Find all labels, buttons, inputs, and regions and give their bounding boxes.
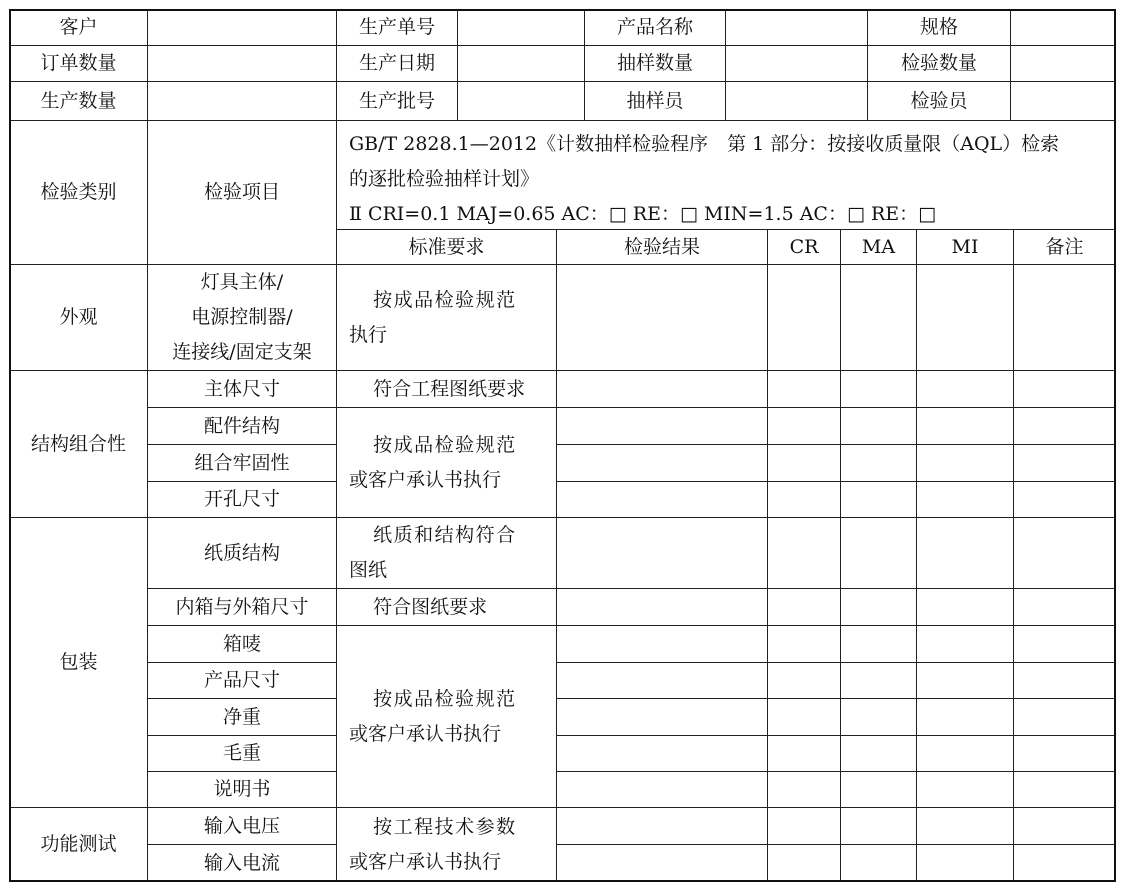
result-cell[interactable] <box>556 771 768 808</box>
item-line: 电源控制器/ <box>191 306 293 328</box>
field-spec[interactable] <box>1010 9 1116 46</box>
result-cell[interactable] <box>556 588 768 626</box>
col-cr: CR <box>767 229 841 265</box>
remark-cell[interactable] <box>1013 662 1116 699</box>
item-net-weight: 净重 <box>147 698 337 736</box>
item-line: 灯具主体/ <box>200 271 284 293</box>
label-production-no: 生产单号 <box>336 9 458 46</box>
result-cell[interactable] <box>556 407 768 445</box>
standard-line-1: GB/T 2828.1—2012《计数抽样检验程序 第 1 部分：按接收质量限（AQL）检索 <box>349 133 1060 155</box>
mi-cell[interactable] <box>916 625 1014 663</box>
req-appearance <box>336 264 557 371</box>
item-gross-weight: 毛重 <box>147 735 337 772</box>
req-line: 图纸 <box>349 559 388 581</box>
sampling-standard <box>336 120 1116 230</box>
req-line: 按成品检验规范 <box>373 433 517 456</box>
mi-cell[interactable] <box>916 844 1014 882</box>
result-cell[interactable] <box>556 735 768 772</box>
remark-cell[interactable] <box>1013 588 1116 626</box>
result-cell[interactable] <box>556 698 768 736</box>
item-product-size: 产品尺寸 <box>147 662 337 699</box>
mi-cell[interactable] <box>916 662 1014 699</box>
cr-cell[interactable] <box>767 698 841 736</box>
item-fitting-structure: 配件结构 <box>147 407 337 445</box>
item-hole-size: 开孔尺寸 <box>147 481 337 518</box>
item-input-current: 输入电流 <box>147 844 337 882</box>
item-manual: 说明书 <box>147 771 337 808</box>
req-packaging-first <box>336 517 557 589</box>
mi-cell[interactable] <box>916 807 1014 845</box>
label-product-name: 产品名称 <box>584 9 726 46</box>
item-main-size: 主体尺寸 <box>147 370 337 408</box>
result-cell[interactable] <box>556 625 768 663</box>
req-packaging-second <box>336 588 557 626</box>
remark-cell[interactable] <box>1013 625 1116 663</box>
mi-cell[interactable] <box>916 407 1014 445</box>
remark-cell[interactable] <box>1013 481 1116 518</box>
ma-cell[interactable] <box>840 735 917 772</box>
col-mi: MI <box>916 229 1014 265</box>
result-cell[interactable] <box>556 844 768 882</box>
cr-cell[interactable] <box>767 407 841 445</box>
req-line: 纸质和结构符合 <box>373 524 517 546</box>
field-production-no[interactable] <box>457 9 585 46</box>
mi-cell[interactable] <box>916 370 1014 408</box>
label-production-date: 生产日期 <box>336 45 458 82</box>
category-appearance: 外观 <box>9 264 148 371</box>
req-line: 或客户承认书执行 <box>349 722 502 745</box>
ma-cell[interactable] <box>840 407 917 445</box>
mi-cell[interactable] <box>916 444 1014 482</box>
remark-cell[interactable] <box>1013 264 1116 371</box>
label-spec: 规格 <box>867 9 1011 46</box>
req-line: 按成品检验规范 <box>373 288 517 311</box>
cr-cell[interactable] <box>767 735 841 772</box>
mi-cell[interactable] <box>916 698 1014 736</box>
field-inspector[interactable] <box>1010 81 1116 121</box>
remark-cell[interactable] <box>1013 407 1116 445</box>
ma-cell[interactable] <box>840 517 917 589</box>
label-inspector: 检验员 <box>867 81 1011 121</box>
label-sample-qty: 抽样数量 <box>584 45 726 82</box>
remark-cell[interactable] <box>1013 807 1116 845</box>
remark-cell[interactable] <box>1013 698 1116 736</box>
ma-cell[interactable] <box>840 370 917 408</box>
item-assembly-firmness: 组合牢固性 <box>147 444 337 482</box>
item-appearance <box>147 264 337 371</box>
result-cell[interactable] <box>556 481 768 518</box>
mi-cell[interactable] <box>916 588 1014 626</box>
ma-cell[interactable] <box>840 481 917 518</box>
result-cell[interactable] <box>556 517 768 589</box>
field-sample-qty[interactable] <box>725 45 868 82</box>
label-sampler: 抽样员 <box>584 81 726 121</box>
field-production-batch[interactable] <box>457 81 585 121</box>
mi-cell[interactable] <box>916 481 1014 518</box>
remark-cell[interactable] <box>1013 444 1116 482</box>
label-inspect-qty: 检验数量 <box>867 45 1011 82</box>
standard-line-2: 的逐批检验抽样计划》 <box>349 168 540 190</box>
cr-cell[interactable] <box>767 844 841 882</box>
label-order-qty: 订单数量 <box>9 45 148 82</box>
cr-cell[interactable] <box>767 444 841 482</box>
cr-cell[interactable] <box>767 807 841 845</box>
req-line: 按工程技术参数 <box>373 815 517 838</box>
req-packaging-rest <box>336 625 557 808</box>
field-production-date[interactable] <box>457 45 585 82</box>
field-sampler[interactable] <box>725 81 868 121</box>
field-inspect-qty[interactable] <box>1010 45 1116 82</box>
col-requirement: 标准要求 <box>336 229 557 265</box>
cr-cell[interactable] <box>767 771 841 808</box>
item-paper-structure: 纸质结构 <box>147 517 337 589</box>
cr-cell[interactable] <box>767 662 841 699</box>
col-ma: MA <box>840 229 917 265</box>
result-cell[interactable] <box>556 662 768 699</box>
ma-cell[interactable] <box>840 444 917 482</box>
req-structure-rest <box>336 407 557 518</box>
cr-cell[interactable] <box>767 481 841 518</box>
result-cell[interactable] <box>556 264 768 371</box>
ma-cell[interactable] <box>840 588 917 626</box>
result-cell[interactable] <box>556 370 768 408</box>
req-line: 符合工程图纸要求 <box>373 377 526 400</box>
req-line: 符合图纸要求 <box>373 595 488 618</box>
cr-cell[interactable] <box>767 517 841 589</box>
result-cell[interactable] <box>556 444 768 482</box>
mi-cell[interactable] <box>916 771 1014 808</box>
label-customer: 客户 <box>9 9 148 46</box>
item-input-voltage: 输入电压 <box>147 807 337 845</box>
result-cell[interactable] <box>556 807 768 845</box>
category-structure: 结构组合性 <box>9 370 148 518</box>
ma-cell[interactable] <box>840 662 917 699</box>
remark-cell[interactable] <box>1013 735 1116 772</box>
ma-cell[interactable] <box>840 771 917 808</box>
cr-cell[interactable] <box>767 370 841 408</box>
field-customer[interactable] <box>147 9 337 46</box>
ma-cell[interactable] <box>840 844 917 882</box>
category-packaging: 包装 <box>9 517 148 808</box>
ma-cell[interactable] <box>840 698 917 736</box>
req-line: 或客户承认书执行 <box>349 468 502 491</box>
label-inspection-category: 检验类别 <box>9 120 148 265</box>
mi-cell[interactable] <box>916 264 1014 371</box>
req-function <box>336 807 557 882</box>
col-result: 检验结果 <box>556 229 768 265</box>
req-line: 或客户承认书执行 <box>349 850 502 873</box>
item-shipping-mark: 箱唛 <box>147 625 337 663</box>
ma-cell[interactable] <box>840 264 917 371</box>
remark-cell[interactable] <box>1013 370 1116 408</box>
col-remark: 备注 <box>1013 229 1116 265</box>
remark-cell[interactable] <box>1013 517 1116 589</box>
req-structure-first <box>336 370 557 408</box>
field-order-qty[interactable] <box>147 45 337 82</box>
item-carton-size: 内箱与外箱尺寸 <box>147 588 337 626</box>
ma-cell[interactable] <box>840 807 917 845</box>
cr-cell[interactable] <box>767 588 841 626</box>
cr-cell[interactable] <box>767 264 841 371</box>
label-production-batch: 生产批号 <box>336 81 458 121</box>
standard-line-3: Ⅱ CRI=0.1 MAJ=0.65 AC：□ RE：□ MIN=1.5 AC：□ RE：□ <box>349 203 937 225</box>
remark-cell[interactable] <box>1013 844 1116 882</box>
mi-cell[interactable] <box>916 517 1014 589</box>
remark-cell[interactable] <box>1013 771 1116 808</box>
field-product-name[interactable] <box>725 9 868 46</box>
req-line: 按成品检验规范 <box>373 687 517 710</box>
label-production-qty: 生产数量 <box>9 81 148 121</box>
item-line: 连接线/固定支架 <box>172 341 312 363</box>
cr-cell[interactable] <box>767 625 841 663</box>
mi-cell[interactable] <box>916 735 1014 772</box>
ma-cell[interactable] <box>840 625 917 663</box>
label-inspection-item: 检验项目 <box>147 120 337 265</box>
category-function-test: 功能测试 <box>9 807 148 882</box>
field-production-qty[interactable] <box>147 81 337 121</box>
req-line: 执行 <box>349 323 388 346</box>
